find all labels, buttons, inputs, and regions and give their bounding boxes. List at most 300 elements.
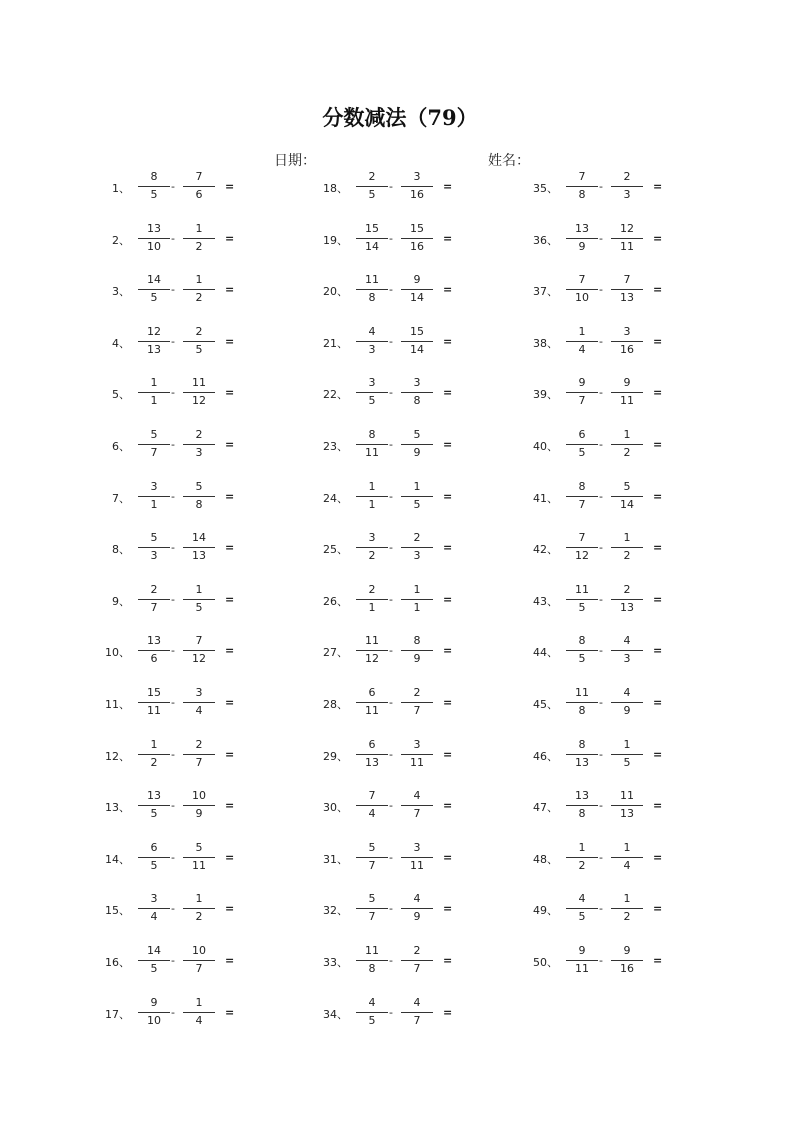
numerator: 5: [195, 841, 203, 854]
numerator: 1: [195, 996, 203, 1009]
denominator: 5: [578, 910, 586, 923]
numerator: 13: [575, 789, 589, 802]
denominator: 5: [150, 859, 158, 872]
problem-item: [524, 531, 724, 565]
fraction-bar: [611, 341, 643, 342]
first-fraction: [138, 789, 170, 823]
denominator: 1: [150, 394, 158, 407]
denominator: 11: [192, 859, 206, 872]
problem-number: 30、: [323, 801, 348, 814]
denominator: 2: [578, 859, 586, 872]
numerator: 7: [578, 170, 586, 183]
numerator: 5: [150, 531, 158, 544]
second-fraction: [183, 170, 215, 204]
first-fraction: [356, 222, 388, 256]
equals-sign: =: [225, 335, 235, 348]
denominator: 14: [410, 343, 424, 356]
second-fraction: [401, 892, 433, 926]
minus-sign: -: [171, 335, 175, 348]
equals-sign: =: [225, 386, 235, 399]
first-fraction: [566, 944, 598, 978]
fraction-bar: [566, 702, 598, 703]
problem-number: 11、: [105, 698, 130, 711]
problem-item: [96, 583, 296, 617]
denominator: 5: [195, 343, 203, 356]
second-fraction: [183, 738, 215, 772]
first-fraction: [566, 531, 598, 565]
fraction-bar: [401, 857, 433, 858]
first-fraction: [356, 325, 388, 359]
minus-sign: -: [599, 232, 603, 245]
numerator: 8: [578, 738, 586, 751]
minus-sign: -: [599, 438, 603, 451]
numerator: 5: [150, 428, 158, 441]
fraction-bar: [183, 547, 215, 548]
denominator: 5: [150, 291, 158, 304]
minus-sign: -: [599, 490, 603, 503]
fraction-bar: [611, 289, 643, 290]
denominator: 9: [413, 446, 421, 459]
fraction-bar: [138, 702, 170, 703]
denominator: 3: [368, 343, 376, 356]
problem-number: 23、: [323, 440, 348, 453]
problem-item: [524, 944, 724, 978]
numerator: 4: [368, 996, 376, 1009]
denominator: 10: [575, 291, 589, 304]
problem-number: 18、: [323, 182, 348, 195]
denominator: 11: [575, 962, 589, 975]
second-fraction: [183, 583, 215, 617]
equals-sign: =: [443, 541, 453, 554]
first-fraction: [566, 325, 598, 359]
first-fraction: [138, 583, 170, 617]
numerator: 11: [192, 376, 206, 389]
first-fraction: [138, 892, 170, 926]
numerator: 1: [150, 738, 158, 751]
fraction-bar: [138, 444, 170, 445]
minus-sign: -: [599, 593, 603, 606]
denominator: 4: [368, 807, 376, 820]
second-fraction: [611, 944, 643, 978]
problem-item: [524, 325, 724, 359]
numerator: 2: [150, 583, 158, 596]
second-fraction: [183, 325, 215, 359]
numerator: 2: [413, 686, 421, 699]
denominator: 3: [150, 549, 158, 562]
fraction-bar: [566, 599, 598, 600]
fraction-bar: [356, 857, 388, 858]
first-fraction: [566, 738, 598, 772]
minus-sign: -: [171, 232, 175, 245]
numerator: 10: [192, 944, 206, 957]
numerator: 11: [575, 583, 589, 596]
second-fraction: [401, 738, 433, 772]
numerator: 3: [150, 892, 158, 905]
denominator: 16: [620, 962, 634, 975]
numerator: 4: [413, 996, 421, 1009]
second-fraction: [183, 789, 215, 823]
numerator: 3: [150, 480, 158, 493]
second-fraction: [611, 892, 643, 926]
problem-item: [524, 634, 724, 668]
equals-sign: =: [225, 490, 235, 503]
second-fraction: [401, 222, 433, 256]
equals-sign: =: [653, 593, 663, 606]
name-label: 姓名：: [488, 153, 530, 169]
first-fraction: [138, 531, 170, 565]
fraction-bar: [138, 392, 170, 393]
denominator: 9: [413, 652, 421, 665]
fraction-bar: [138, 547, 170, 548]
fraction-bar: [183, 650, 215, 651]
fraction-bar: [138, 186, 170, 187]
second-fraction: [401, 273, 433, 307]
numerator: 1: [623, 892, 631, 905]
denominator: 11: [410, 859, 424, 872]
fraction-bar: [566, 496, 598, 497]
numerator: 1: [413, 583, 421, 596]
second-fraction: [611, 428, 643, 462]
second-fraction: [401, 789, 433, 823]
numerator: 6: [368, 686, 376, 699]
fraction-bar: [401, 547, 433, 548]
fraction-bar: [566, 650, 598, 651]
minus-sign: -: [599, 180, 603, 193]
first-fraction: [356, 531, 388, 565]
second-fraction: [183, 428, 215, 462]
fraction-bar: [356, 238, 388, 239]
second-fraction: [611, 634, 643, 668]
problem-item: [96, 738, 296, 772]
equals-sign: =: [225, 644, 235, 657]
denominator: 7: [195, 756, 203, 769]
minus-sign: -: [389, 232, 393, 245]
second-fraction: [183, 376, 215, 410]
fraction-bar: [183, 857, 215, 858]
problem-number: 24、: [323, 492, 348, 505]
numerator: 3: [623, 325, 631, 338]
problem-number: 8、: [112, 543, 130, 556]
problem-number: 45、: [533, 698, 558, 711]
first-fraction: [138, 273, 170, 307]
minus-sign: -: [171, 593, 175, 606]
numerator: 11: [575, 686, 589, 699]
problem-item: [314, 222, 514, 256]
denominator: 13: [192, 549, 206, 562]
fraction-bar: [611, 805, 643, 806]
numerator: 10: [192, 789, 206, 802]
minus-sign: -: [171, 180, 175, 193]
denominator: 16: [410, 240, 424, 253]
second-fraction: [183, 634, 215, 668]
numerator: 2: [195, 738, 203, 751]
denominator: 5: [623, 756, 631, 769]
first-fraction: [138, 686, 170, 720]
minus-sign: -: [171, 851, 175, 864]
fraction-bar: [183, 289, 215, 290]
denominator: 5: [150, 807, 158, 820]
fraction-bar: [566, 289, 598, 290]
first-fraction: [138, 996, 170, 1030]
equals-sign: =: [443, 593, 453, 606]
numerator: 2: [413, 944, 421, 957]
problem-number: 37、: [533, 285, 558, 298]
fraction-bar: [356, 960, 388, 961]
fraction-bar: [401, 754, 433, 755]
fraction-bar: [611, 186, 643, 187]
denominator: 13: [620, 291, 634, 304]
first-fraction: [138, 170, 170, 204]
second-fraction: [401, 531, 433, 565]
problem-number: 42、: [533, 543, 558, 556]
denominator: 7: [413, 704, 421, 717]
minus-sign: -: [599, 644, 603, 657]
second-fraction: [183, 686, 215, 720]
denominator: 3: [195, 446, 203, 459]
denominator: 2: [150, 756, 158, 769]
minus-sign: -: [599, 283, 603, 296]
numerator: 11: [365, 634, 379, 647]
fraction-bar: [611, 547, 643, 548]
second-fraction: [611, 273, 643, 307]
problem-item: [314, 686, 514, 720]
problem-number: 20、: [323, 285, 348, 298]
minus-sign: -: [171, 748, 175, 761]
denominator: 13: [620, 601, 634, 614]
second-fraction: [611, 325, 643, 359]
problem-number: 5、: [112, 388, 130, 401]
fraction-bar: [611, 754, 643, 755]
problem-item: [314, 325, 514, 359]
problem-number: 28、: [323, 698, 348, 711]
second-fraction: [611, 789, 643, 823]
denominator: 5: [413, 498, 421, 511]
fraction-bar: [566, 960, 598, 961]
denominator: 5: [150, 962, 158, 975]
fraction-bar: [138, 599, 170, 600]
denominator: 12: [575, 549, 589, 562]
numerator: 1: [623, 738, 631, 751]
numerator: 7: [578, 531, 586, 544]
second-fraction: [611, 222, 643, 256]
fraction-bar: [401, 702, 433, 703]
numerator: 5: [195, 480, 203, 493]
second-fraction: [401, 376, 433, 410]
fraction-bar: [401, 805, 433, 806]
second-fraction: [401, 480, 433, 514]
first-fraction: [566, 789, 598, 823]
first-fraction: [356, 686, 388, 720]
page-title: 分数减法（79）: [322, 105, 478, 130]
fraction-bar: [611, 392, 643, 393]
equals-sign: =: [653, 232, 663, 245]
numerator: 9: [578, 376, 586, 389]
numerator: 1: [195, 583, 203, 596]
fraction-bar: [356, 650, 388, 651]
minus-sign: -: [389, 541, 393, 554]
minus-sign: -: [171, 283, 175, 296]
equals-sign: =: [443, 386, 453, 399]
minus-sign: -: [599, 696, 603, 709]
fraction-bar: [356, 754, 388, 755]
denominator: 8: [368, 291, 376, 304]
equals-sign: =: [443, 438, 453, 451]
second-fraction: [183, 273, 215, 307]
equals-sign: =: [443, 1006, 453, 1019]
fraction-bar: [566, 341, 598, 342]
fraction-bar: [566, 908, 598, 909]
first-fraction: [356, 892, 388, 926]
numerator: 11: [620, 789, 634, 802]
problem-number: 49、: [533, 904, 558, 917]
first-fraction: [138, 222, 170, 256]
denominator: 14: [620, 498, 634, 511]
numerator: 6: [578, 428, 586, 441]
numerator: 9: [413, 273, 421, 286]
numerator: 5: [623, 480, 631, 493]
fraction-bar: [138, 754, 170, 755]
fraction-bar: [611, 238, 643, 239]
fraction-bar: [566, 857, 598, 858]
numerator: 5: [368, 841, 376, 854]
minus-sign: -: [171, 799, 175, 812]
fraction-bar: [566, 754, 598, 755]
problem-item: [524, 738, 724, 772]
fraction-bar: [401, 908, 433, 909]
problem-item: [96, 789, 296, 823]
fraction-bar: [183, 186, 215, 187]
numerator: 1: [195, 222, 203, 235]
minus-sign: -: [171, 696, 175, 709]
problem-item: [96, 686, 296, 720]
problem-item: [314, 376, 514, 410]
numerator: 15: [410, 222, 424, 235]
numerator: 1: [623, 531, 631, 544]
second-fraction: [401, 686, 433, 720]
second-fraction: [401, 634, 433, 668]
problem-item: [524, 583, 724, 617]
second-fraction: [611, 531, 643, 565]
denominator: 5: [578, 652, 586, 665]
second-fraction: [401, 841, 433, 875]
equals-sign: =: [225, 954, 235, 967]
second-fraction: [401, 170, 433, 204]
first-fraction: [138, 634, 170, 668]
denominator: 11: [147, 704, 161, 717]
first-fraction: [138, 738, 170, 772]
fraction-bar: [356, 341, 388, 342]
denominator: 2: [623, 910, 631, 923]
problem-number: 7、: [112, 492, 130, 505]
denominator: 7: [368, 910, 376, 923]
denominator: 5: [368, 188, 376, 201]
minus-sign: -: [389, 748, 393, 761]
problem-item: [314, 738, 514, 772]
denominator: 10: [147, 1014, 161, 1027]
denominator: 13: [575, 756, 589, 769]
minus-sign: -: [389, 180, 393, 193]
numerator: 15: [410, 325, 424, 338]
numerator: 3: [413, 376, 421, 389]
problem-number: 36、: [533, 234, 558, 247]
fraction-bar: [356, 1012, 388, 1013]
numerator: 3: [368, 376, 376, 389]
fraction-bar: [401, 444, 433, 445]
denominator: 7: [150, 601, 158, 614]
equals-sign: =: [653, 490, 663, 503]
fraction-bar: [611, 908, 643, 909]
second-fraction: [183, 944, 215, 978]
minus-sign: -: [171, 902, 175, 915]
fraction-bar: [183, 599, 215, 600]
fraction-bar: [356, 908, 388, 909]
minus-sign: -: [599, 902, 603, 915]
problem-number: 43、: [533, 595, 558, 608]
equals-sign: =: [653, 902, 663, 915]
fraction-bar: [356, 392, 388, 393]
second-fraction: [611, 738, 643, 772]
denominator: 2: [368, 549, 376, 562]
equals-sign: =: [443, 644, 453, 657]
equals-sign: =: [225, 283, 235, 296]
problem-number: 39、: [533, 388, 558, 401]
numerator: 1: [368, 480, 376, 493]
problem-number: 46、: [533, 750, 558, 763]
numerator: 2: [195, 325, 203, 338]
first-fraction: [356, 583, 388, 617]
fraction-bar: [183, 805, 215, 806]
equals-sign: =: [225, 541, 235, 554]
numerator: 9: [150, 996, 158, 1009]
first-fraction: [356, 841, 388, 875]
second-fraction: [401, 583, 433, 617]
equals-sign: =: [653, 386, 663, 399]
first-fraction: [138, 428, 170, 462]
problem-item: [314, 428, 514, 462]
minus-sign: -: [389, 283, 393, 296]
numerator: 4: [578, 892, 586, 905]
numerator: 1: [195, 273, 203, 286]
first-fraction: [566, 376, 598, 410]
denominator: 9: [578, 240, 586, 253]
denominator: 7: [578, 394, 586, 407]
problem-item: [96, 273, 296, 307]
fraction-bar: [183, 908, 215, 909]
first-fraction: [566, 222, 598, 256]
numerator: 4: [623, 634, 631, 647]
problem-number: 26、: [323, 595, 348, 608]
equals-sign: =: [225, 593, 235, 606]
problem-number: 25、: [323, 543, 348, 556]
denominator: 2: [195, 240, 203, 253]
second-fraction: [611, 170, 643, 204]
denominator: 7: [368, 859, 376, 872]
equals-sign: =: [225, 799, 235, 812]
problem-item: [314, 273, 514, 307]
numerator: 1: [623, 428, 631, 441]
fraction-bar: [566, 547, 598, 548]
equals-sign: =: [225, 232, 235, 245]
denominator: 7: [413, 1014, 421, 1027]
equals-sign: =: [225, 438, 235, 451]
equals-sign: =: [443, 335, 453, 348]
minus-sign: -: [171, 1006, 175, 1019]
numerator: 9: [578, 944, 586, 957]
fraction-bar: [401, 341, 433, 342]
problem-item: [96, 944, 296, 978]
denominator: 12: [192, 652, 206, 665]
first-fraction: [138, 841, 170, 875]
